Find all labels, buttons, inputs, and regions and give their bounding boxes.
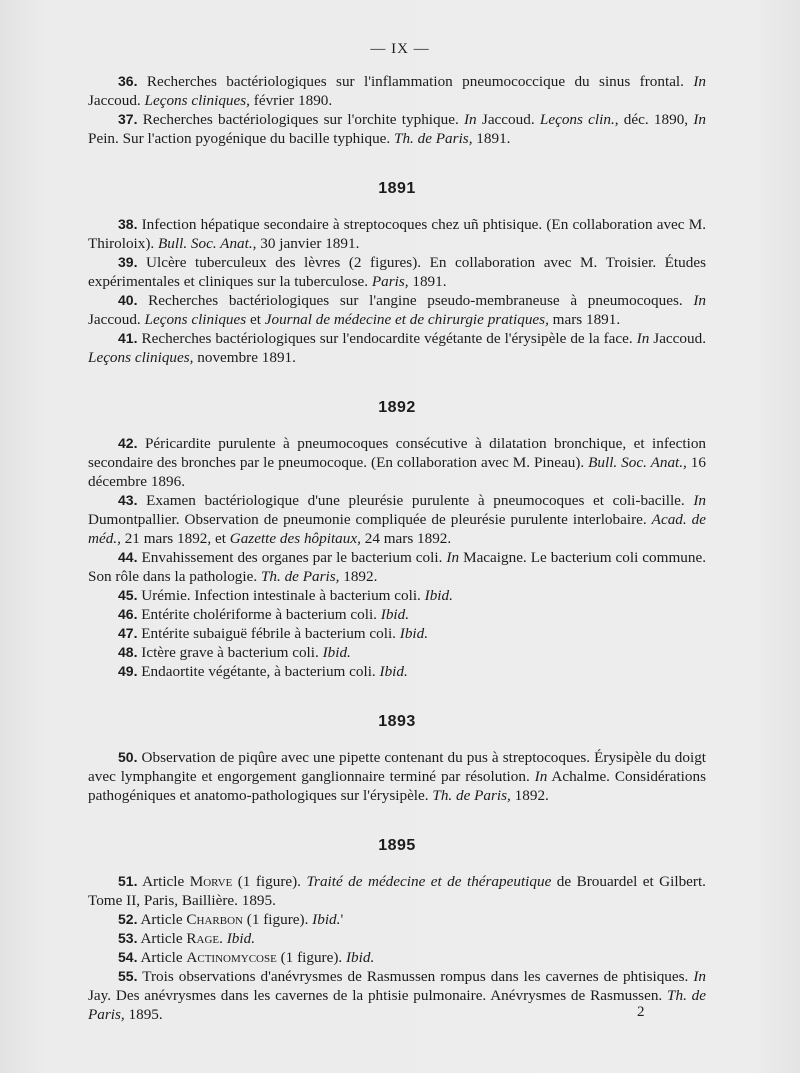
year-heading: 1895 (378, 837, 416, 854)
italic-text: In (693, 73, 707, 90)
entry-text: (1 figure). (276, 949, 346, 966)
bibliography-entry (88, 643, 706, 662)
entry-text: Endaortite végétante, à bacterium coli. (141, 663, 380, 680)
italic-text: Ibid. (226, 930, 256, 947)
bibliography-entry (88, 72, 706, 110)
year-heading: 1892 (378, 399, 416, 416)
entry-text: Ulcère tuberculeux des lèvres (2 figures). En collaboration avec M. Troisier. Études expérimentales et cliniques sur la tuberculose. (88, 254, 706, 290)
year-heading: 1891 (378, 180, 416, 197)
entry-text: Macaigne. Le bacterium coli commune. Son rôle dans la pathologie. (88, 549, 706, 585)
bibliography-entry (88, 910, 706, 929)
italic-text: Journal de médecine et de chirurgie pratiques, (264, 311, 549, 328)
entry-number: 51. (118, 873, 138, 889)
italic-text: Th. de Paris, (88, 987, 707, 1023)
italic-text: Leçons clin., (539, 111, 619, 128)
bibliography-entry (88, 491, 706, 548)
entry-text: Article (140, 930, 187, 947)
entry-text: ' (340, 911, 344, 928)
italic-text: In (446, 549, 460, 566)
bibliography-entry (88, 624, 706, 643)
entry-text: Entérite subaiguë fébrile à bacterium coli. (141, 625, 400, 642)
entry-text: 30 janvier 1891. (256, 235, 360, 252)
entry-text: Entérite cholériforme à bacterium coli. (141, 606, 381, 623)
bibliography-entry (88, 662, 706, 681)
italic-text: Ibid. (399, 625, 429, 642)
bibliography-entry (88, 586, 706, 605)
entry-number: 49. (118, 663, 138, 679)
entry-text: Observation de piqûre avec une pipette contenant du pus à streptocoques. Érysipèle du doigt avec lymphangite et engorgement ganglionnaire terminé par résolution. (88, 749, 707, 785)
entry-text: novembre 1891. (193, 349, 296, 366)
entry-text: 1892. (339, 568, 378, 585)
entry-number: 41. (118, 330, 138, 346)
entry-text: Examen bactériologique d'une pleurésie purulente à pneumocoques et coli-bacille. (146, 492, 694, 509)
italic-text: In (693, 968, 706, 985)
bibliography-entry (88, 748, 706, 805)
entry-number: 48. (118, 644, 138, 660)
entry-text: 1892. (510, 787, 549, 804)
entry-text: 1891. (408, 273, 447, 290)
entry-number: 38. (118, 216, 138, 232)
bibliography-entry (88, 253, 706, 291)
bibliography-entry (88, 605, 706, 624)
entry-number: 50. (118, 749, 138, 765)
entry-text: Trois observations d'anévrysmes de Rasmussen rompus dans les cavernes de phtisiques. (142, 968, 694, 985)
entry-text: Jaccoud. (88, 92, 145, 109)
italic-text: Gazette des hôpitaux, (229, 530, 361, 547)
entry-number: 55. (118, 968, 138, 984)
italic-text: Ibid. (379, 663, 408, 680)
italic-text: Leçons cliniques (144, 311, 247, 328)
italic-text: Bull. Soc. Anat., (588, 454, 687, 471)
entry-text: déc. 1890, (618, 111, 694, 128)
entry-text: Achalme. Considérations pathogéniques et anatomo-pathologiques sur l'érysipèle. (88, 768, 706, 804)
italic-text: In (534, 768, 548, 785)
italic-text: Leçons cliniques, (88, 349, 194, 366)
folio-number: 2 (637, 1004, 645, 1020)
entry-text: Article (140, 911, 187, 928)
italic-text: Ibid. (346, 949, 375, 966)
entry-text: Recherches bactériologiques sur l'endocardite végétante de l'érysipèle de la face. (141, 330, 637, 347)
entry-number: 42. (118, 435, 138, 451)
small-caps-text: Rage. (186, 930, 223, 947)
entry-text: Jaccoud. (649, 330, 706, 347)
entry-number: 43. (118, 492, 138, 508)
italic-text: Th. de Paris, (394, 130, 473, 147)
entry-text: Article (142, 873, 190, 890)
small-caps-text: Charbon (186, 911, 243, 928)
entry-text: Pein. Sur l'action pyogénique du bacille typhique. (88, 130, 395, 147)
entry-text: (1 figure). (243, 911, 313, 928)
entry-number: 40. (118, 292, 138, 308)
italic-text: In (636, 330, 650, 347)
italic-text: In (693, 292, 706, 309)
italic-text: Ibid. (312, 911, 341, 928)
bibliography-entry (88, 967, 706, 1024)
entry-text: 1895. (124, 1006, 163, 1023)
entry-text: Jaccoud. (88, 311, 145, 328)
entry-text: 16 décembre 1896. (88, 454, 706, 490)
entry-text: Ictère grave à bacterium coli. (141, 644, 323, 661)
page-header-roman-numeral: — IX — (370, 41, 430, 57)
bibliography-entry (88, 548, 706, 586)
italic-text: Ibid. (424, 587, 453, 604)
entry-number: 37. (118, 111, 138, 127)
year-heading: 1893 (378, 713, 416, 730)
entry-number: 46. (118, 606, 138, 622)
italic-text: In (464, 111, 477, 128)
italic-text: In (693, 111, 707, 128)
entry-number: 47. (118, 625, 138, 641)
italic-text: Th. de Paris, (260, 568, 340, 585)
entry-text: et (246, 311, 265, 328)
entry-number: 45. (118, 587, 138, 603)
entry-number: 44. (118, 549, 138, 565)
entry-text: Jay. Des anévrysmes dans les cavernes de la phtisie pulmonaire. Anévrysmes de Rasmussen. (88, 987, 668, 1004)
entry-text: 24 mars 1892. (360, 530, 452, 547)
italic-text: Acad. de méd., (88, 511, 707, 547)
entry-number: 39. (118, 254, 138, 270)
italic-text: Ibid. (322, 644, 351, 661)
entry-number: 53. (118, 930, 138, 946)
entry-text: février 1890. (249, 92, 333, 109)
bibliography-entry (88, 329, 706, 367)
entry-text: Péricardite purulente à pneumocoques consécutive à dilatation bronchique, et infection secondaire des bronches par le pneumocoque. (En collaboration avec M. Pineau). (88, 435, 707, 471)
entry-text: Recherches bactériologiques sur l'inflammation pneumococcique du sinus frontal. (146, 73, 694, 90)
bibliography-list (88, 72, 706, 1024)
small-caps-text: Morve (189, 873, 233, 890)
italic-text: In (693, 492, 707, 509)
bibliography-entry (88, 948, 706, 967)
entry-number: 54. (118, 949, 138, 965)
italic-text: Paris, (371, 273, 409, 290)
entry-text: Article (140, 949, 187, 966)
italic-text: Bull. Soc. Anat., (158, 235, 257, 252)
entry-text: Infection hépatique secondaire à streptocoques chez uñ phtisique. (En collaboration avec M. Thiroloix). (88, 216, 706, 252)
entry-number: 52. (118, 911, 138, 927)
entry-text: Envahissement des organes par le bacterium coli. (141, 549, 447, 566)
entry-text: 21 mars 1892, et (120, 530, 230, 547)
entry-text: Dumontpallier. Observation de pneumonie compliquée de pleurésie purulente interlobaire. (88, 511, 652, 528)
italic-text: Ibid. (380, 606, 410, 623)
entry-text: Recherches bactériologiques sur l'orchite typhique. (142, 111, 464, 128)
bibliography-entry (88, 215, 706, 253)
entry-text: de Brouardel et Gilbert. Tome II, Paris, Baillière. 1895. (88, 873, 706, 909)
entry-text: Urémie. Infection intestinale à bacterium coli. (141, 587, 425, 604)
entry-text: Recherches bactériologiques sur l'angine pseudo-membraneuse à pneumocoques. (148, 292, 694, 309)
bibliography-entry (88, 434, 706, 491)
entry-text: (1 figure). (232, 873, 307, 890)
entry-number: 36. (118, 73, 138, 89)
entry-text: 1891. (472, 130, 511, 147)
small-caps-text: Actinomycose (186, 949, 277, 966)
entry-text: mars 1891. (548, 311, 621, 328)
bibliography-entry (88, 929, 706, 948)
italic-text: Th. de Paris, (432, 787, 511, 804)
italic-text: Leçons cliniques, (144, 92, 250, 109)
bibliography-entry (88, 872, 706, 910)
italic-text: Traité de médecine et de thérapeutique (306, 873, 552, 890)
entry-text: Jaccoud. (476, 111, 540, 128)
bibliography-entry (88, 110, 706, 148)
bibliography-entry (88, 291, 706, 329)
